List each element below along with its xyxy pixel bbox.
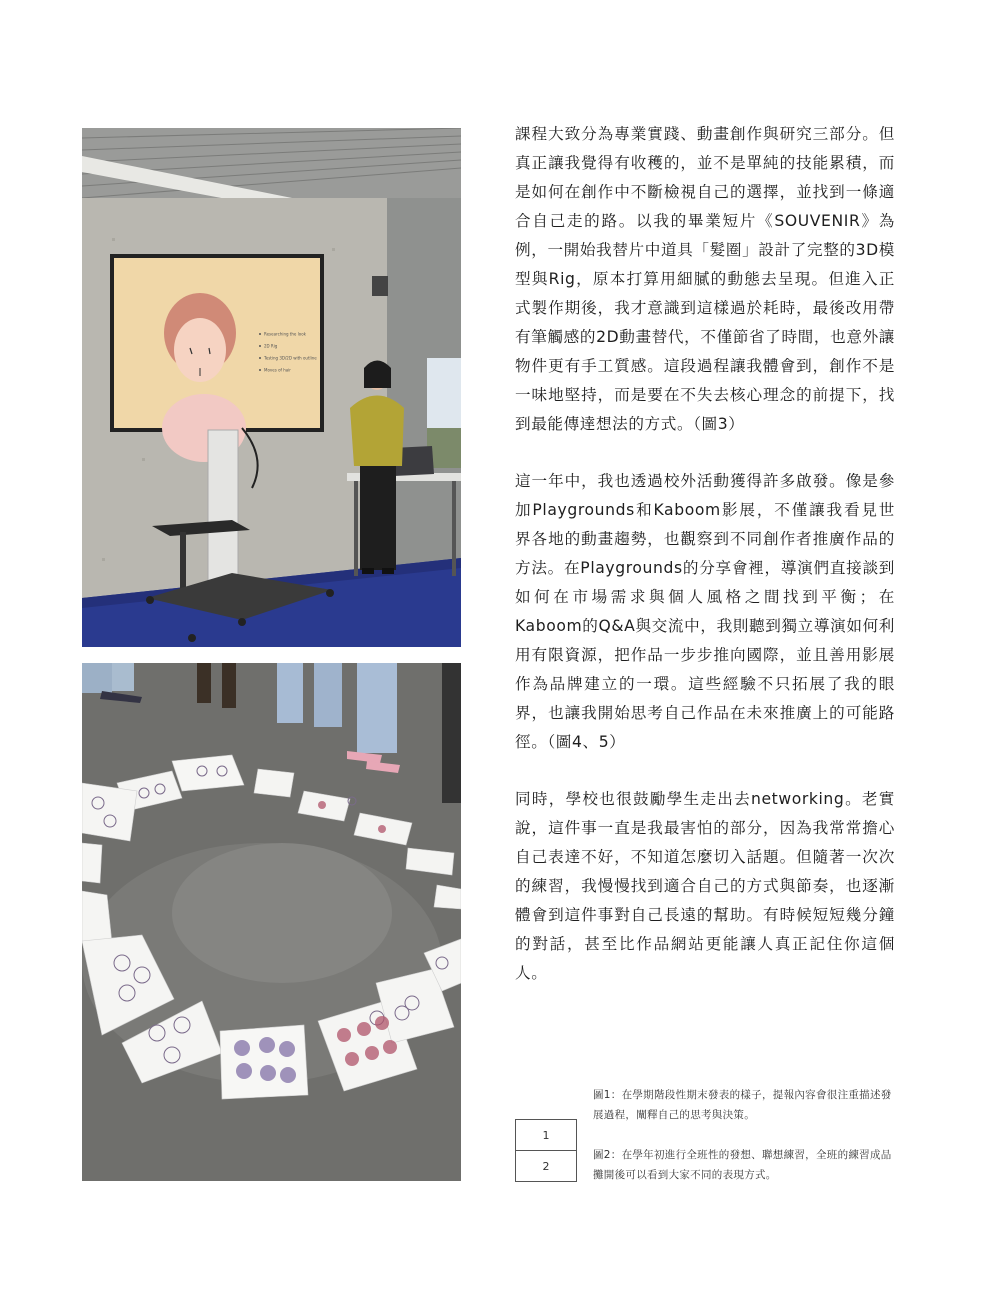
article-paragraph-3: 同時，學校也很鼓勵學生走出去networking。老實說，這件事一直是我最害怕的部分，因為我常常擔心自己表達不好，不知道怎麼切入話題。但隨著一次次的練習，我慢慢找到適合自己的方式與節奏，也逐漸體會到這件事對自己長遠的幫助。有時候短短幾分鐘的對話，甚至比作品網站更能讓人真正記住你這個人。 (515, 790, 895, 982)
floor-sketches-illustration (82, 663, 461, 1181)
presentation-illustration (82, 128, 461, 647)
slide-bullet: 2D Rig (264, 343, 278, 349)
slide-bullet: Moves of hair (264, 367, 291, 373)
article-paragraph-2: 這一年中，我也透過校外活動獲得許多啟發。像是參加Playgrounds和Kaboom影展，不僅讓我看見世界各地的動畫趨勢，也觀察到不同創作者推廣作品的方法。在Playgrounds的分享會裡，導演們直接談到如何在市場需求與個人風格之間找到平衡；在Kaboom的Q&A與交流中，我則聽到獨立導演如何利用有限資源，把作品一步步推向國際，並且善用影展作為品牌建立的一環。這些經驗不只拓展了我的眼界，也讓我開始思考自己作品在未來推廣上的可能路徑。（圖4、5） (515, 472, 895, 751)
slide-bullet: Testing 3D/2D with outline (264, 355, 317, 361)
figure-index-box-2: 2 (515, 1150, 577, 1182)
photo-presentation (82, 128, 461, 647)
figure-caption-2: 圖2：在學年初進行全班性的發想、聯想練習，全班的練習成品攤開後可以看到大家不同的表現方式。 (593, 1149, 892, 1181)
figure-captions (515, 1085, 895, 1185)
article-paragraph-1: 課程大致分為專業實踐、動畫創作與研究三部分。但真正讓我覺得有收穫的，並不是單純的技能累積，而是如何在創作中不斷檢視自己的選擇，並找到一條適合自己走的路。以我的畢業短片《SOUVENIR》為例，一開始我替片中道具「髮圈」設計了完整的3D模型與Rig，原本打算用細膩的動態去呈現。但進入正式製作期後，我才意識到這樣過於耗時，最後改用帶有筆觸感的2D動畫替代，不僅節省了時間，也意外讓物件更有手工質感。這段過程讓我體會到，創作不是一味地堅持，而是要在不失去核心理念的前提下，找到最能傳達想法的方式。（圖3） (515, 125, 895, 433)
figure-index-box-1: 1 (515, 1119, 577, 1151)
slide-bullet: Researching the look (264, 331, 306, 337)
photo-floor-sketches (82, 663, 461, 1181)
article-body (515, 120, 895, 1016)
figure-caption-1: 圖1：在學期階段性期末發表的樣子，提報內容會很注重描述發展過程，闡釋自己的思考與決策。 (593, 1089, 892, 1121)
